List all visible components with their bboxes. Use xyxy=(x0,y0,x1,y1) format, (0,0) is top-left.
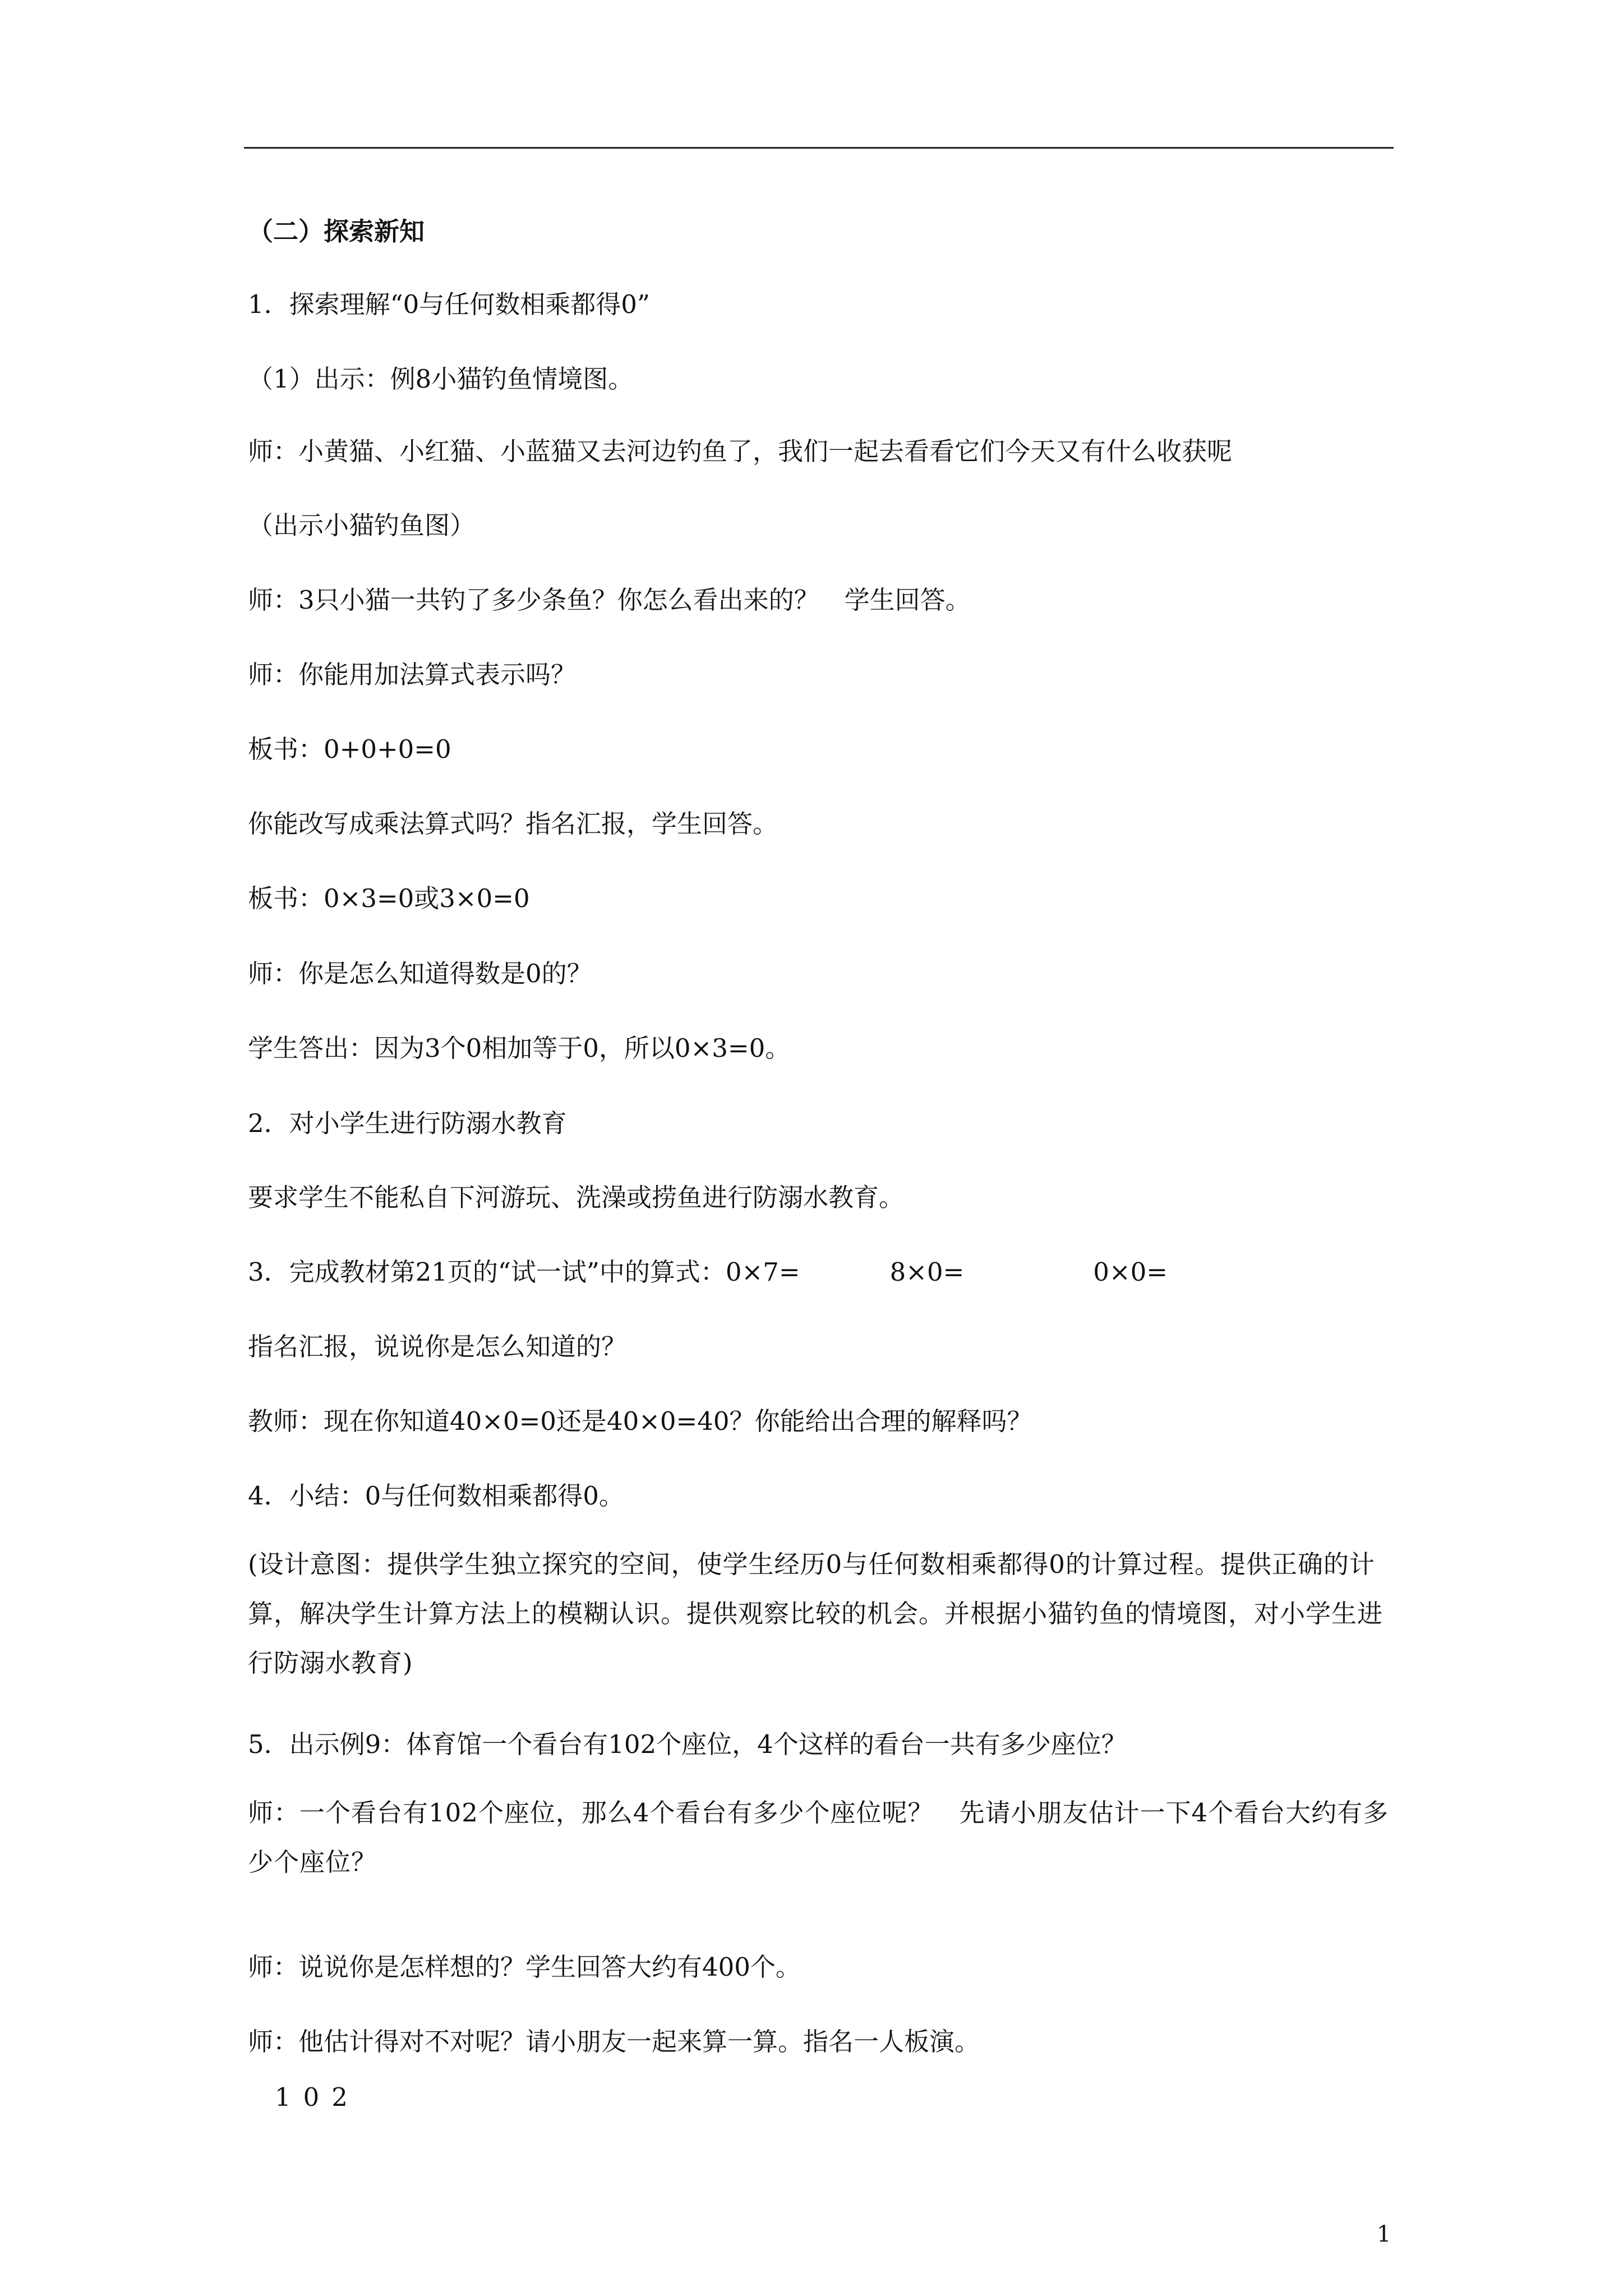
header-rule xyxy=(244,147,1394,149)
paragraph: 师：你是怎么知道得数是0的？ xyxy=(248,959,592,988)
paragraph: 师：说说你是怎样想的？学生回答大约有400个。 xyxy=(248,1952,801,1982)
paragraph: 1．探索理解“0与任何数相乘都得0” xyxy=(248,289,650,319)
page-number: 1 xyxy=(1377,2221,1391,2247)
section-heading: （二）探索新知 xyxy=(248,217,425,246)
paragraph: 师：他估计得对不对呢？请小朋友一起来算一算。指名一人板演。 xyxy=(248,2027,980,2056)
paragraph: 你能改写成乘法算式吗？指名汇报，学生回答。 xyxy=(248,809,778,839)
paragraph: 4．小结：0与任何数相乘都得0。 xyxy=(248,1481,624,1511)
paragraph: 学生答出：因为3个0相加等于0，所以0×3=0。 xyxy=(248,1033,791,1063)
exercise-intro: 3．完成教材第21页的“试一试”中的算式：0×7= xyxy=(248,1257,800,1287)
exercise-item: 8×0= xyxy=(889,1257,965,1287)
paragraph: 2．对小学生进行防溺水教育 xyxy=(248,1108,567,1138)
design-intent-note: (设计意图：提供学生独立探究的空间，使学生经历0与任何数相乘都得0的计算过程。提供正确的计算，解决学生计算方法上的模糊认识。提供观察比较的机会。并根据小猫钓鱼的情境图，对小学生进行防溺水教育) xyxy=(248,1549,1384,1678)
paragraph: 要求学生不能私自下河游玩、洗澡或捞鱼进行防溺水教育。 xyxy=(248,1182,905,1212)
vertical-calculation: 102 xyxy=(275,2082,360,2112)
paragraph: 板书：0×3=0或3×0=0 xyxy=(248,884,530,913)
paragraph: （1）出示：例8小猫钓鱼情境图。 xyxy=(248,364,634,394)
paragraph: 师：小黄猫、小红猫、小蓝猫又去河边钓鱼了，我们一起去看看它们今天又有什么收获呢 xyxy=(248,436,1233,466)
paragraph: 指名汇报，说说你是怎么知道的？ xyxy=(248,1332,627,1361)
paragraph: （出示小猫钓鱼图） xyxy=(248,510,476,540)
paragraph: 5．出示例9：体育馆一个看台有102个座位，4个这样的看台一共有多少座位？ xyxy=(248,1729,1127,1759)
paragraph: 师：一个看台有102个座位，那么4个看台有多少个座位呢？ 先请小朋友估计一下4个看台大约有多少个座位？ xyxy=(248,1798,1389,1877)
exercise-item: 0×0= xyxy=(1093,1257,1168,1287)
paragraph: 板书：0+0+0=0 xyxy=(248,734,451,764)
paragraph: 师：你能用加法算式表示吗？ xyxy=(248,660,577,689)
paragraph: 教师：现在你知道40×0=0还是40×0=40？你能给出合理的解释吗？ xyxy=(248,1406,1032,1436)
paragraph: 师：3只小猫一共钓了多少条鱼？你怎么看出来的？ 学生回答。 xyxy=(248,585,971,615)
paragraph-exercise xyxy=(248,1255,1398,1290)
